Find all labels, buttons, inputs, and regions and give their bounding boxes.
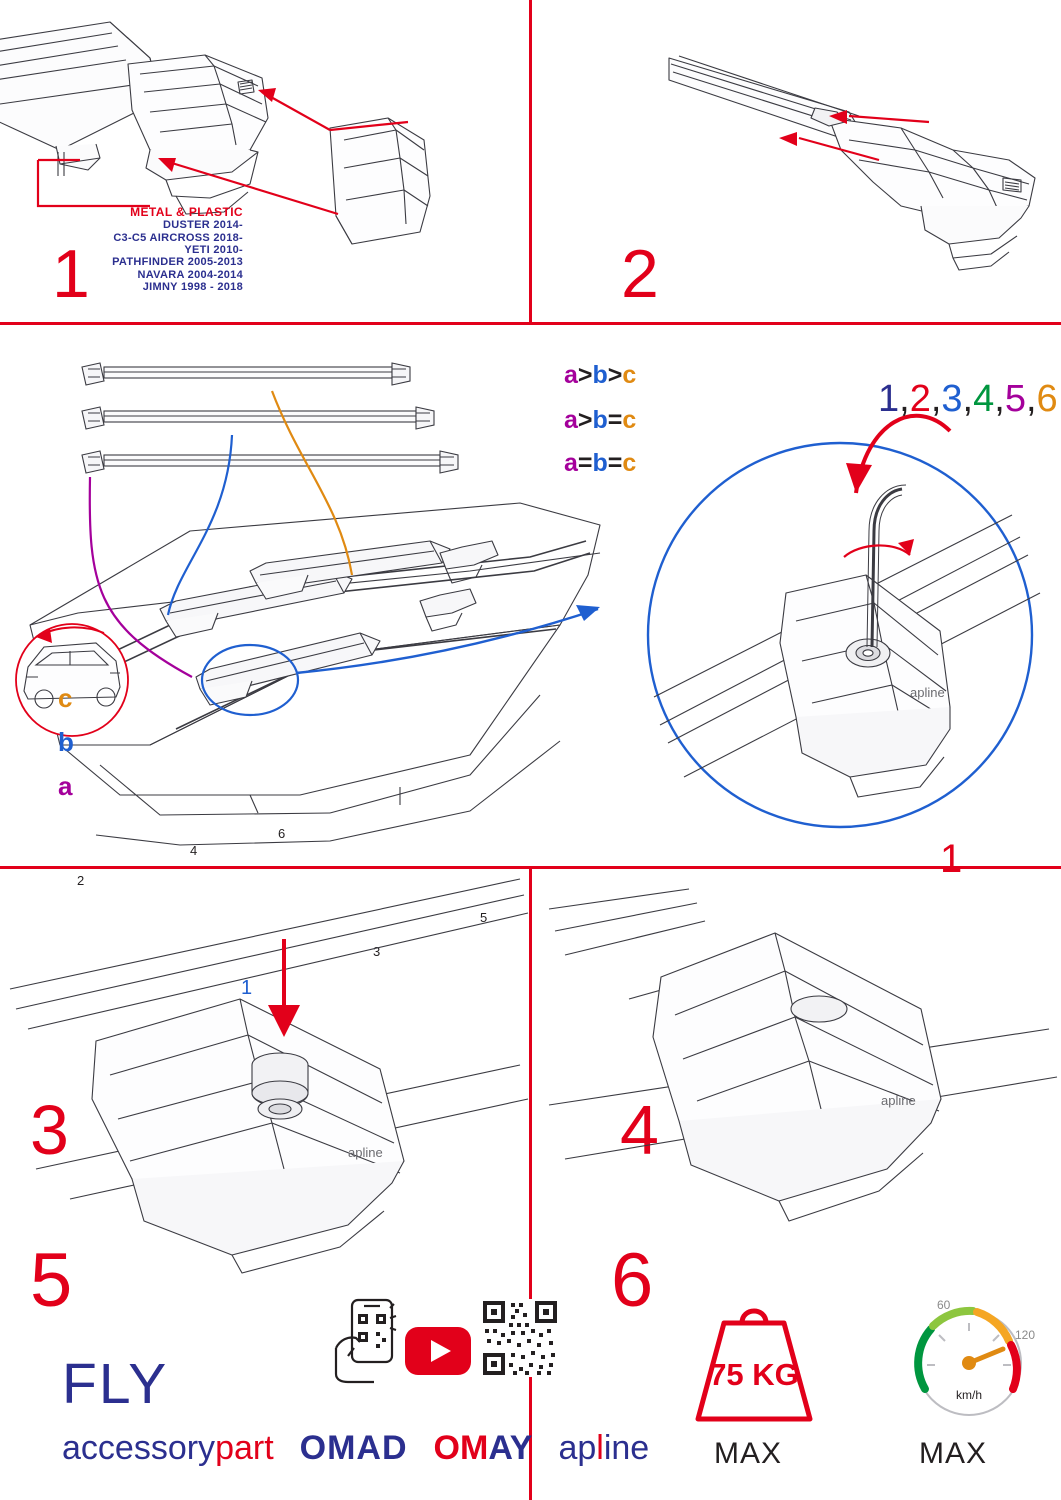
vehicle-4: PATHFINDER 2005-2013	[112, 256, 243, 269]
youtube-icon[interactable]	[405, 1327, 471, 1375]
step-number-3: 3	[30, 1091, 67, 1169]
apline-mark-step6: apline	[881, 1093, 916, 1108]
equation-2: a>b=c	[564, 406, 637, 434]
vehicle-6: JIMNY 1998 - 2018	[142, 281, 243, 293]
brand-fly: FLY	[62, 1352, 169, 1416]
step-number-5: 5	[30, 1238, 71, 1323]
weight-value: 75 KG	[709, 1357, 799, 1392]
bar-label-a: a	[58, 771, 73, 801]
speed-unit-label: km/h	[955, 1388, 983, 1402]
weight-max-label: MAX	[714, 1437, 783, 1470]
step-number-6: 6	[611, 1238, 652, 1323]
brand-apline: apline	[558, 1429, 650, 1467]
metal-plastic-title: METAL & PLASTIC	[130, 205, 243, 219]
apline-mark-step4: apline	[910, 685, 945, 700]
step-6-illustration	[529, 869, 1061, 1269]
vehicle-3: YETI 2010-	[184, 244, 243, 257]
step-5-illustration	[0, 869, 529, 1269]
speed-tick-120: 120	[1015, 1328, 1036, 1342]
vehicle-1: DUSTER 2014-	[162, 219, 243, 232]
apline-mark-step5: apline	[348, 1145, 383, 1160]
vehicle-2: C3-C5 AIRCROSS 2018-	[113, 231, 243, 244]
step-5-panel	[0, 869, 650, 1500]
speed-max-label: MAX	[919, 1437, 988, 1470]
point-2-label: 2	[77, 873, 85, 888]
phone-scan-icon[interactable]	[330, 1296, 396, 1386]
step-4-callout-1: 1	[940, 837, 963, 881]
point-6-label: 6	[278, 826, 286, 841]
speed-tick-60: 60	[937, 1298, 951, 1312]
step-3-illustration	[0, 325, 620, 866]
brand-omad: OMAD	[299, 1429, 408, 1467]
point-3-label: 3	[373, 944, 381, 959]
brand-accessorypart: accessorypart	[62, 1429, 274, 1467]
point-1-bubble-label: 1	[241, 977, 253, 999]
equation-1: a>b>c	[564, 361, 637, 389]
step-6-panel	[529, 869, 1061, 1500]
bolt-sequence-label: 1,2,3,4,5,6	[878, 378, 1058, 420]
step-1-panel	[0, 0, 529, 322]
point-5-label: 5	[480, 910, 488, 925]
bar-label-c: c	[58, 683, 73, 713]
speed-limit-icon	[899, 1289, 1039, 1429]
step-2-panel	[529, 0, 1061, 322]
step-number-2: 2	[621, 236, 657, 312]
step-number-1: 1	[52, 236, 88, 312]
weight-limit-icon	[684, 1293, 824, 1429]
vehicle-5: NAVARA 2004-2014	[137, 268, 243, 281]
step-2-illustration	[529, 0, 1061, 322]
point-4-label: 4	[190, 843, 198, 858]
bar-label-b: b	[58, 727, 74, 757]
equation-3: a=b=c	[564, 449, 637, 477]
step-number-4: 4	[620, 1091, 657, 1169]
brand-omay: OMAY	[433, 1429, 533, 1467]
